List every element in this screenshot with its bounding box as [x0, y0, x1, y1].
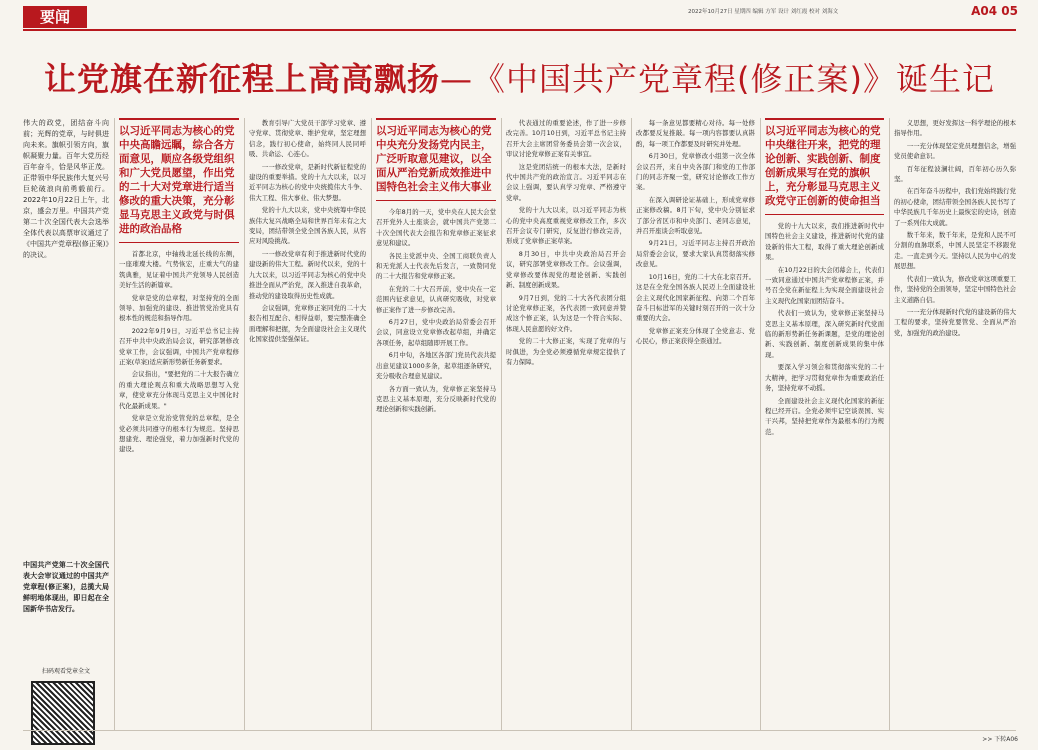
body-paragraph: 6月中旬，各地区各部门党员代表共提出意见建议1000多条，起草组逐条研究，充分吸收合理意见建议。	[376, 351, 496, 381]
column-divider	[760, 118, 761, 730]
lead-box	[765, 118, 884, 215]
body-paragraph: 9月7日到，党的二十大各代表团分组讨论党章修正案，各代表团一致同意并赞成这个修正案，认为这是一个符合实际、体现人民意愿的好文件。	[506, 293, 626, 333]
body-paragraph: 百年征程波澜壮阔，百年初心历久弥坚。	[894, 164, 1016, 184]
body-paragraph: 6月30日，党章修改小组第一次全体会议召开，来自中央各部门和党的工作部门的同志齐聚一堂，研究讨论修改工作方案。	[636, 152, 755, 192]
body-paragraph: 代表们一致认为，修改党章这项重要工作，坚持党的全面领导，坚定中国特色社会主义道路自信。	[894, 274, 1016, 304]
body-paragraph: 要深入学习领会和贯彻落实党的二十大精神，把学习贯彻党章作为重要政治任务，坚持党章不动摇。	[765, 363, 884, 393]
body-paragraph: 教育引导广大党员干部学习党章、遵守党章、贯彻党章、维护党章，坚定理想信念，践行初心使命，始终同人民同呼吸、共命运、心连心。	[249, 119, 366, 159]
body-paragraph: 全面建设社会主义现代化国家的新征程已经开启。全党必须牢记空谈误国、实干兴邦，坚持把党章作为最根本的行为规范。	[765, 396, 884, 436]
body-paragraph: 各民主党派中央、全国工商联负责人和无党派人士代表先后发言，一致赞同党的二十大报告和党章修正案。	[376, 251, 496, 281]
headline	[23, 54, 1016, 100]
headline-main: 让党旗在新征程上高高飘扬	[44, 60, 441, 98]
body-paragraph: 一一修改党章，是新时代新征程党的建设的重要举措。党的十九大以来，以习近平同志为核心的党中央统揽伟大斗争、伟大工程、伟大事业、伟大梦想。	[249, 162, 366, 202]
article-column-2	[249, 118, 366, 730]
body-paragraph: 在10月22日的大会闭幕会上，代表们一致同意通过中国共产党章程修正案，并号召全党在新征程上为实现全面建设社会主义现代化国家而团结奋斗。	[765, 265, 884, 305]
left-column-text: 伟大的政党，团结奋斗向前；光辉的党章，与时俱进向未来。旗帜引领方向，旗帜凝聚力量。百年大党历经百年奋斗，恰是风华正茂。正带领中华民族伟大复兴号巨轮破浪向前勇毅前行。2022年10月22日上午，北京，盛会万里。中国共产党第二十次全国代表大会选举全体代表以高票审议通过了《中国共产党章程(修正案)》的决议。	[23, 119, 109, 259]
article-column-3	[376, 118, 496, 730]
body-paragraph: 10月16日，党的二十大在北京召开。这是在全党全国各族人民迈上全面建设社会主义现代化国家新征程、向第二个百年奋斗目标进军的关键时刻召开的一次十分重要的大会。	[636, 272, 755, 323]
body-paragraph: 在深入调研论证基础上，形成党章修正案修改稿。8月下旬，党中央分别征求了部分省区市和中央部门、老同志意见，并召开座谈会听取意见。	[636, 195, 755, 236]
column-divider	[244, 118, 245, 730]
body-paragraph: 代表通过的重要论述，作了进一步修改完善。10月10日到，习近平总书记主持召开大会主席团常务委员会第一次会议，审议讨论党章修正案有关事宜。	[506, 119, 626, 159]
header-rule	[23, 29, 1016, 31]
body-paragraph: 党的十九大以来，我们推进新时代中国特色社会主义建设，推进新时代党的建设新的伟大工程，取得了重大理论创新成果。	[765, 222, 884, 262]
body-paragraph: 各方面一致认为，党章修正案坚持马克思主义基本原理，充分反映新时代党的理论创新和实践创新。	[376, 384, 496, 414]
lead-box	[376, 118, 496, 201]
body-paragraph: 8月30日，中共中央政治局召开会议，研究部署党章修改工作。会议强调，党章修改要体现党的理论创新、实践创新、制度创新成果。	[506, 249, 626, 290]
left-column	[23, 118, 109, 728]
lead-paragraph: 以习近平同志为核心的党中央继往开来，把党的理论创新、实践创新、制度创新成果写在党的旗帜上，充分彰显马克思主义政党守正创新的使命担当	[765, 125, 881, 207]
article-column-5	[636, 118, 755, 730]
article-column-7	[894, 118, 1016, 730]
body-paragraph: 每一条意见都要精心对待。每一处修改都要反复推敲。每一项内容都要认真斟酌，每一项工作都要及时研究并处理。	[636, 119, 755, 148]
body-paragraph: 6月27日，党中央政治局常委会召开会议，同意设立党章修改起草组，并确定各项任务，起草组随即开展工作。	[376, 318, 496, 347]
body-paragraph: 这是党团结统一的根本大法，是新时代中国共产党的政治宣言。习近平同志在会议上强调，要认真学习党章、严格遵守党章。	[506, 162, 626, 202]
body-paragraph: 首都北京，中轴线北延长线的东侧，一座璀璨大楼。气势恢宏，庄重大气的建筑典雅，见证着中国共产党领导人民创造美好生活的新篇章。	[119, 250, 239, 290]
lead-paragraph: 以习近平同志为核心的党中央充分发扬党内民主，广泛听取意见建议，以全面从严治党新成效推进中国特色社会主义伟大事业	[376, 125, 492, 193]
headline-sub: —《中国共产党章程(修正案)》诞生记	[440, 60, 995, 98]
body-paragraph: 数千年来，数千年来，是党和人民不可分割的血脉联系，中国人民坚定不移跟党走。一直走到今天。坚持以人民为中心的发展思想。	[894, 231, 1016, 271]
column-divider	[889, 118, 890, 730]
article-column-4	[506, 118, 626, 730]
column-divider	[501, 118, 502, 730]
lead-box	[119, 118, 239, 243]
body-paragraph: 党章是党的总章程，对坚持党的全面领导、加强党的建设、推进管党治党具有根本性的规范和指导作用。	[119, 293, 239, 323]
body-paragraph: 一一充分体现坚定党员理想信念，增强党员使命意识。	[894, 141, 1016, 161]
body-paragraph: 会议强调，党章修正案同党的二十大报告相互配合、相得益彰，要完整准确全面理解和把握，为全面建设社会主义现代化国家提供坚强保证。	[249, 303, 366, 344]
body-paragraph: 党章修正案充分体现了全党意志、党心民心，修正案获得全票通过。	[636, 326, 755, 346]
page-header	[0, 0, 1038, 26]
body-paragraph: 一一修改党章有利于推进新时代党的建设新的伟大工程。新时代以来，党的十九大以来，以习近平同志为核心的党中央推进全面从严治党，深入推进自我革命，推动党的建设取得历史性成就。	[249, 249, 366, 300]
column-divider	[631, 118, 632, 730]
body-paragraph: 2022年9月9日，习近平总书记主持召开中共中央政治局会议，研究部署修改党章工作，会议强调，中国共产党章程修正案(草案)适应新形势新任务新要求。	[119, 326, 239, 367]
body-paragraph: 会议指出，"要把党的二十大报告确立的重大理论观点和重大战略思想写入党章，使党章充分体现马克思主义中国化时代化最新成果。"	[119, 370, 239, 410]
body-paragraph: 在百年奋斗历程中，我们党始终践行党的初心使命，团结带领全国各族人民书写了中华民族几千年历史上最恢宏的史诗，创造了一系列伟大成就。	[894, 187, 1016, 227]
body-paragraph: 党的二十大修正案，实现了党章的与时俱进，为全党必须遵循党章规定提供了有力保障。	[506, 337, 626, 366]
qr-code-icon[interactable]	[31, 681, 95, 745]
footer-rule	[23, 730, 1016, 731]
body-paragraph: 义思想，更好发挥这一科学理论的根本指导作用。	[894, 119, 1016, 138]
left-box-text: 中国共产党第二十次全国代表大会审议通过的中国共产党章程(修正案)，总揽大局鲜明地体现出，即日起在全国新华书店发行。	[23, 561, 109, 613]
continued-link[interactable]: >> 下转A06	[982, 736, 1018, 743]
page-number: A04 05	[971, 4, 1018, 18]
column-divider	[114, 118, 115, 730]
body-paragraph: 在党的二十大召开前，党中央在一定范围内征求意见，认真研究吸收，对党章修正案作了进一步修改完善。	[376, 284, 496, 314]
column-divider	[371, 118, 372, 730]
lead-paragraph: 以习近平同志为核心的党中央高瞻远瞩，综合各方面意见，顺应各级党组织和广大党员愿望，作出党的二十大对党章进行适当修改的重大决策，充分彰显马克思主义政党与时俱进的政治品格	[119, 125, 235, 235]
issue-meta: 2022年10月27日 星期四 编辑 方军 设计 刘红霞 校对 刘海文	[688, 9, 839, 15]
body-paragraph: 代表们一致认为，党章修正案坚持马克思主义基本原理，深入研究新时代党面临的新形势新任务新课题，是党的理论创新、实践创新、制度创新成果的集中体现。	[765, 309, 884, 359]
qr-label: 扫码观看党章全文	[41, 668, 90, 675]
section-tag: 要闻	[23, 6, 87, 28]
article-column-1	[119, 118, 239, 730]
body-paragraph: 党的十九大以来，党中央统筹中华民族伟大复兴战略全局和世界百年未有之大变局，团结带领全党全国各族人民，从容应对风险挑战。	[249, 206, 366, 246]
left-column-box	[23, 560, 109, 615]
body-paragraph: 9月21日，习近平同志主持召开政治局常委会会议，要求大家认真贯彻落实修改意见。	[636, 239, 755, 269]
body-paragraph: 党章是立党治党管党的总章程，是全党必须共同遵守的根本行为规范。坚持思想建党、理论强党，着力加强新时代党的建设。	[119, 414, 239, 454]
article-column-6	[765, 118, 884, 730]
body-paragraph: 一一充分体现新时代党的建设新的伟大工程的要求，坚持党要管党、全面从严治党，加强党的政治建设。	[894, 307, 1016, 337]
body-paragraph: 党的十九大以来，以习近平同志为核心的党中央高度重视党章修改工作，多次召开会议专门研究，反复进行修改完善，形成了党章修正案草案。	[506, 206, 626, 246]
body-paragraph: 今年8月的一天，党中央在人民大会堂召开党外人士座谈会，就中国共产党第二十次全国代表大会报告和党章修正案征求意见和建议。	[376, 208, 496, 248]
